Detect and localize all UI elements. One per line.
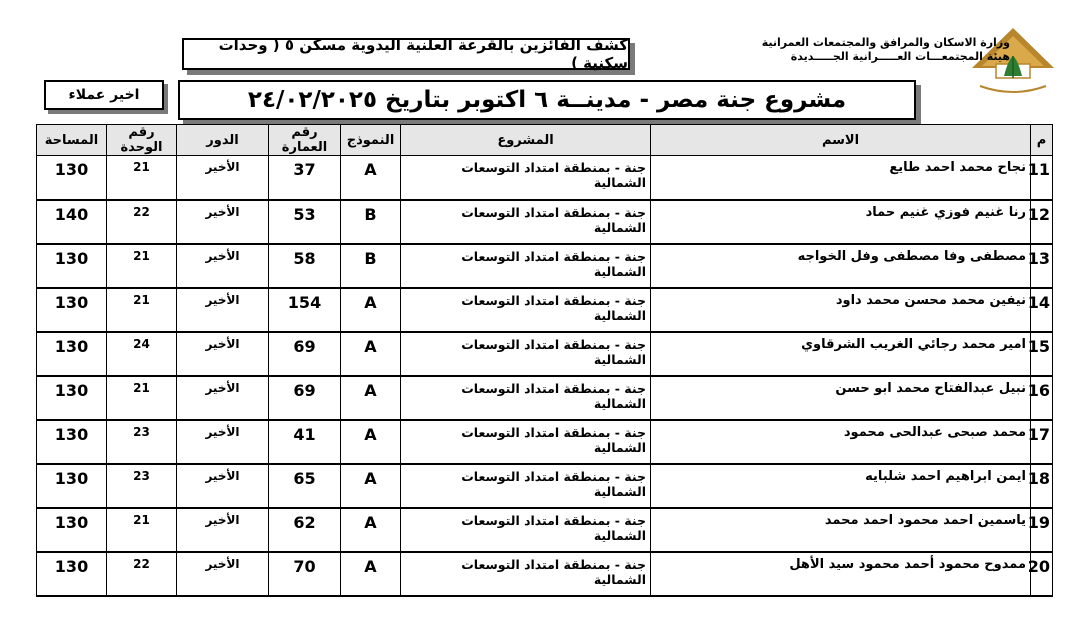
unit-cell: 21 [107,244,177,288]
project-name: جنة - بمنطقة امتداد التوسعات الشمالية [401,464,651,508]
unit-cell: 22 [107,552,177,596]
floor-cell: الأخير [177,244,269,288]
last-clients-label: اخير عملاء [68,87,140,103]
building-cell: 65 [269,464,341,508]
area-cell: 130 [37,464,107,508]
ministry-line-2: هيئة المجتمعـــات العـــــرانية الجـــــديدة [790,50,1010,63]
building-cell: 41 [269,420,341,464]
subtitle: كشف الفائزين بالقرعة العلنية اليدوية مسكن ٥ ( وحدات سكنية ) [218,36,628,72]
unit-cell: 23 [107,420,177,464]
model-cell: A [341,552,401,596]
area-cell: 130 [37,552,107,596]
winners-table [36,124,1053,597]
area-cell: 130 [37,420,107,464]
area-cell: 140 [37,200,107,244]
winner-name: نيفين محمد محسن محمد داود [651,288,1031,332]
project-name: جنة - بمنطقة امتداد التوسعات الشمالية [401,200,651,244]
unit-cell: 24 [107,332,177,376]
floor-cell: الأخير [177,508,269,552]
area-cell: 130 [37,156,107,200]
model-cell: B [341,244,401,288]
col-header-floor: الدور [177,125,269,156]
winner-name: ياسمين احمد محمود احمد محمد [651,508,1031,552]
project-name: جنة - بمنطقة امتداد التوسعات الشمالية [401,332,651,376]
table-row [37,376,1053,420]
unit-cell: 22 [107,200,177,244]
building-cell: 53 [269,200,341,244]
subtitle-box [182,38,630,70]
winner-name: امير محمد رجائي الغريب الشرقاوي [651,332,1031,376]
floor-cell: الأخير [177,420,269,464]
col-header-building: رقم العمارة [269,125,341,156]
table-row [37,244,1053,288]
floor-cell: الأخير [177,288,269,332]
winner-name: نجاح محمد احمد طايع [651,156,1031,200]
row-index: 20 [1031,552,1053,596]
table-row [37,332,1053,376]
project-name: جنة - بمنطقة امتداد التوسعات الشمالية [401,376,651,420]
project-name: جنة - بمنطقة امتداد التوسعات الشمالية [401,288,651,332]
model-cell: B [341,200,401,244]
floor-cell: الأخير [177,332,269,376]
col-header-name: الاسم [651,125,1031,156]
row-index: 19 [1031,508,1053,552]
row-index: 14 [1031,288,1053,332]
model-cell: A [341,288,401,332]
building-cell: 154 [269,288,341,332]
table-row [37,156,1053,200]
project-name: جنة - بمنطقة امتداد التوسعات الشمالية [401,508,651,552]
area-cell: 130 [37,244,107,288]
building-cell: 37 [269,156,341,200]
area-cell: 130 [37,288,107,332]
ministry-line-1: وزارة الاسكان والمرافق والمجتمعات العمرانية [761,36,1010,49]
unit-cell: 21 [107,156,177,200]
project-name: جنة - بمنطقة امتداد التوسعات الشمالية [401,156,651,200]
row-index: 11 [1031,156,1053,200]
table-row [37,288,1053,332]
row-index: 13 [1031,244,1053,288]
table-row [37,420,1053,464]
area-cell: 130 [37,376,107,420]
page-title: مشروع جنة مصر - مدينــة ٦ اكتوبر بتاريخ ٢٤/٠٢/٢٠٢٥ [247,87,847,113]
winner-name: ايمن ابراهيم احمد شلبايه [651,464,1031,508]
row-index: 12 [1031,200,1053,244]
winner-name: نبيل عبدالفتاح محمد ابو حسن [651,376,1031,420]
project-name: جنة - بمنطقة امتداد التوسعات الشمالية [401,244,651,288]
col-header-index: م [1031,125,1053,156]
unit-cell: 21 [107,376,177,420]
building-cell: 58 [269,244,341,288]
building-cell: 69 [269,376,341,420]
floor-cell: الأخير [177,200,269,244]
col-header-project: المشروع [401,125,651,156]
winner-name: رنا غنيم فوزي غنيم حماد [651,200,1031,244]
ministry-header [690,36,1010,64]
model-cell: A [341,464,401,508]
area-cell: 130 [37,332,107,376]
col-header-model: النموذج [341,125,401,156]
winner-name: ممدوح محمود أحمد محمود سيد الأهل [651,552,1031,596]
area-cell: 130 [37,508,107,552]
floor-cell: الأخير [177,376,269,420]
model-cell: A [341,420,401,464]
project-name: جنة - بمنطقة امتداد التوسعات الشمالية [401,420,651,464]
last-clients-box [44,80,164,110]
col-header-area: المساحة [37,125,107,156]
model-cell: A [341,156,401,200]
row-index: 17 [1031,420,1053,464]
model-cell: A [341,508,401,552]
floor-cell: الأخير [177,552,269,596]
unit-cell: 21 [107,288,177,332]
building-cell: 70 [269,552,341,596]
row-index: 16 [1031,376,1053,420]
floor-cell: الأخير [177,464,269,508]
row-index: 15 [1031,332,1053,376]
floor-cell: الأخير [177,156,269,200]
project-name: جنة - بمنطقة امتداد التوسعات الشمالية [401,552,651,596]
unit-cell: 21 [107,508,177,552]
model-cell: A [341,376,401,420]
col-header-unit: رقم الوحدة [107,125,177,156]
building-cell: 69 [269,332,341,376]
title-box [178,80,916,120]
unit-cell: 23 [107,464,177,508]
winner-name: محمد صبحى عبدالحى محمود [651,420,1031,464]
table-row [37,508,1053,552]
building-cell: 62 [269,508,341,552]
table-row [37,464,1053,508]
table-header-row [37,125,1053,156]
winner-name: مصطفى وفا مصطفى وفل الخواجه [651,244,1031,288]
model-cell: A [341,332,401,376]
table-row [37,552,1053,596]
row-index: 18 [1031,464,1053,508]
table-row [37,200,1053,244]
